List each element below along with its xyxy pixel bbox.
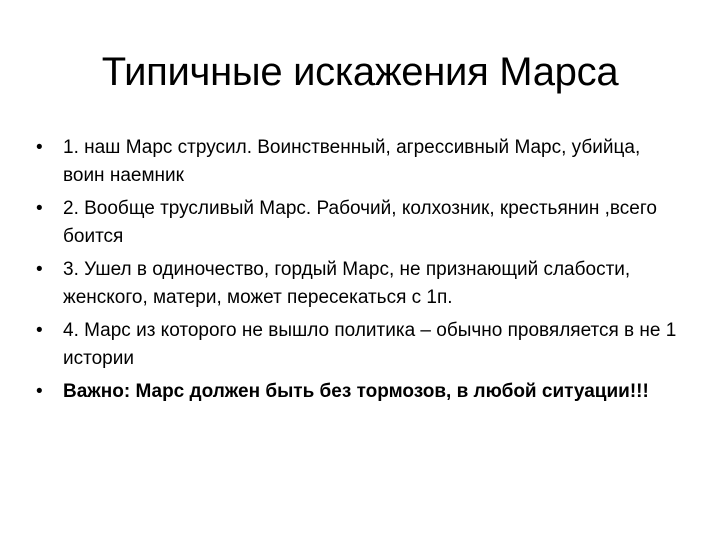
bullet-item: [36, 134, 686, 190]
bullet-dot-icon: •: [36, 198, 43, 219]
bullet-list: [36, 134, 686, 411]
bullet-text-important: Важно: Марс должен быть без тормозов, в любой ситуации!!!: [63, 381, 649, 402]
bullet-dot-icon: •: [36, 137, 43, 158]
bullet-item: [36, 195, 686, 251]
bullet-item-important: [36, 378, 686, 406]
bullet-dot-icon: •: [36, 381, 43, 402]
bullet-text: 1. наш Марс струсил. Воинственный, агрессивный Марс, убийца, воин наемник: [63, 137, 641, 186]
bullet-text: 3. Ушел в одиночество, гордый Марс, не признающий слабости, женского, матери, может пересекаться с 1п.: [63, 259, 631, 308]
bullet-dot-icon: •: [36, 320, 43, 341]
bullet-text: 4. Марс из которого не вышло политика – обычно провяляется в не 1 истории: [63, 320, 677, 369]
bullet-item: [36, 317, 686, 373]
slide-title: Типичные искажения Марса: [101, 50, 619, 94]
bullet-item: [36, 256, 686, 312]
bullet-text: 2. Вообще трусливый Марс. Рабочий, колхозник, крестьянин ,всего боится: [63, 198, 657, 247]
bullet-dot-icon: •: [36, 259, 43, 280]
